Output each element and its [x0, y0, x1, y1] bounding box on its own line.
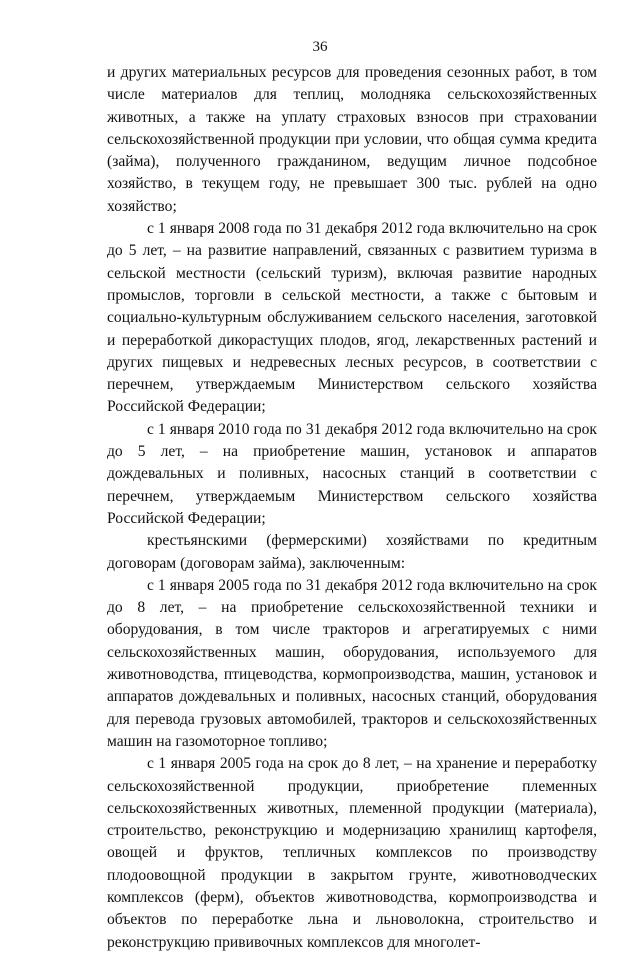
paragraph-continuation: и других материальных ресурсов для проведения сезонных работ, в том числе материалов для теплиц, молодняка сельскохозяйственных животных, а также на уплату страховых взносов при страховании сельскохозяйственной продукции при условии, что общая сумма кредита (займа), полученного гражданином, ведущим личное подсобное хозяйство, в текущем году, не превышает 300 тыс. рублей на одно хозяйство;	[107, 64, 597, 215]
paragraph-2005-storage: с 1 января 2005 года на срок до 8 лет, – на хранение и переработку сельскохозяйственной продукции, приобретение племенных сельскохозяйственных животных, племенной продукции (материала), строительство, реконструкцию и модернизацию хранилищ картофеля, овощей и фруктов, тепличных комплексов по производству плодоовощной продукции в закрытом грунте, животноводческих комплексов (ферм), объектов животноводства, кормопроизводства и объектов по переработке льна и льноволокна, строительство и реконструкцию прививочных комплексов для многолет-	[107, 755, 597, 951]
page-number: 36	[312, 39, 328, 55]
paragraph-2008-tourism: с 1 января 2008 года по 31 декабря 2012 года включительно на срок до 5 лет, – на развитие направлений, связанных с развитием туризма в сельской местности (сельский туризм), включая развитие народных промыслов, торговли в сельской местности, а также с бытовым и социально-культурным обслуживанием сельского населения, заготовкой и переработкой дикорастущих плодов, ягод, лекарственных растений и других пищевых и недревесных лесных ресурсов, в соответствии с перечнем, утверждаемым Министерством сельского хозяйства Российской Федерации;	[107, 220, 597, 416]
paragraph-2005-machinery: с 1 января 2005 года по 31 декабря 2012 года включительно на срок до 8 лет, – на приобретение сельскохозяйственной техники и оборудования, в том числе тракторов и агрегатируемых с ними сельскохозяйственных машин, оборудования, используемого для животноводства, птицеводства, кормопроизводства, машин, установок и аппаратов дождевальных и поливных, насосных станций, оборудования для перевода грузовых автомобилей, тракторов и сельскохозяйственных машин на газомоторное топливо;	[107, 576, 597, 750]
paragraph-farm-households: крестьянскими (фермерскими) хозяйствами по кредитным договорам (договорам займа), заключенным:	[107, 532, 597, 572]
paragraph-2010-irrigation: с 1 января 2010 года по 31 декабря 2012 года включительно на срок до 5 лет, – на приобретение машин, установок и аппаратов дождевальных и поливных, насосных станций в соответствии с перечнем, утверждаемым Министерством сельского хозяйства Российской Федерации;	[107, 420, 597, 527]
document-body	[107, 62, 597, 954]
